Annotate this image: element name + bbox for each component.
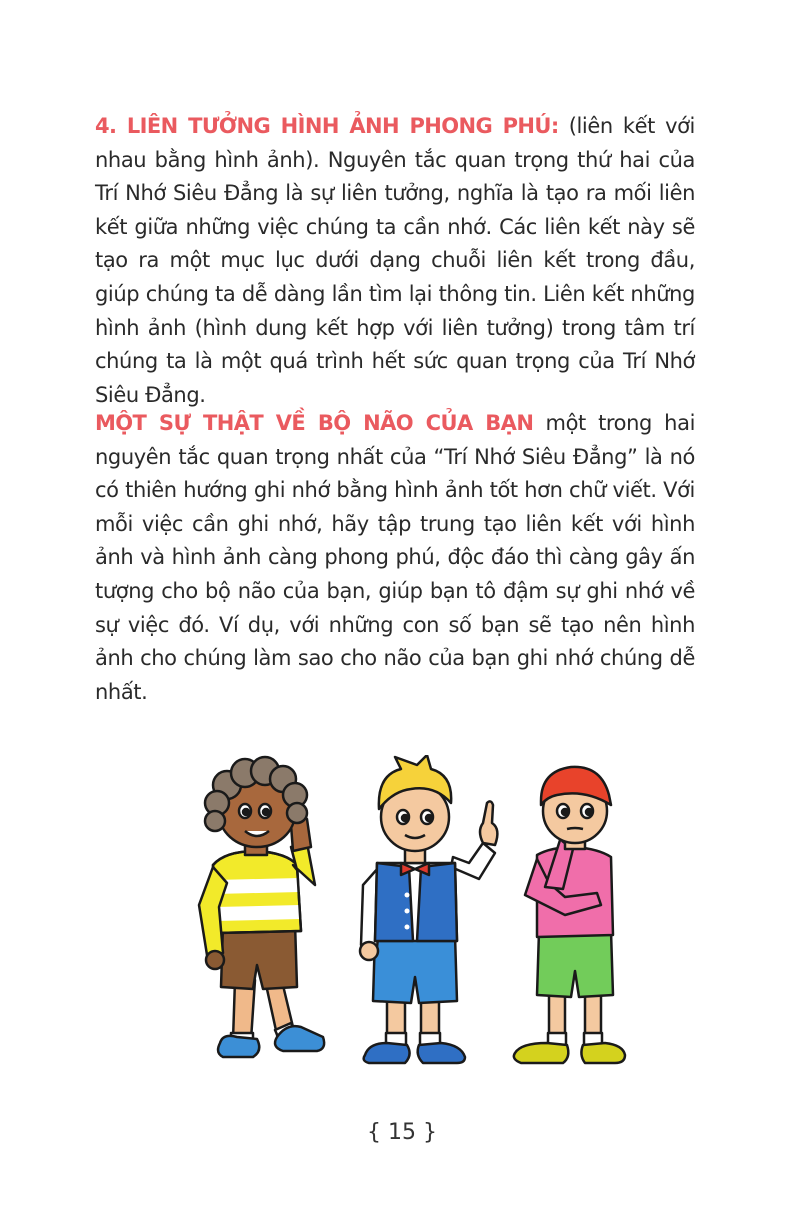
- heading-association: 4. LIÊN TƯỞNG HÌNH ẢNH PHONG PHÚ:: [95, 114, 559, 138]
- paragraph-association-body: (liên kết với nhau bằng hình ảnh). Nguyên tắc quan trọng thứ hai của Trí Nhớ Siêu Đẳng là sự liên tưởng, nghĩa là tạo ra mối liên kết giữa những việc chúng ta cần nhớ. Các liên kết này sẽ tạo ra một mục lục dưới dạng chuỗi liên kết trong đầu, giúp chúng ta dễ dàng lần tìm lại thông tin. Liên kết những hình ảnh (hình dung kết hợp với liên tưởng) trong tâm trí chúng ta là một quá trình hết sức quan trọng của Trí Nhớ Siêu Đẳng.: [95, 114, 695, 407]
- boy-blonde-hair: [360, 755, 497, 1063]
- page-number: { 15 }: [367, 1120, 437, 1145]
- boy-curly-hair: [199, 757, 324, 1057]
- paragraph-association: [95, 110, 695, 412]
- boy-red-hair: [514, 767, 625, 1063]
- heading-brain-fact: MỘT SỰ THẬT VỀ BỘ NÃO CỦA BẠN: [95, 411, 534, 435]
- paragraph-brain-fact-body: một trong hai nguyên tắc quan trọng nhất của “Trí Nhớ Siêu Đẳng” là nó có thiên hướng ghi nhớ bằng hình ảnh tốt hơn chữ viết. Với mỗi việc cần ghi nhớ, hãy tập trung tạo liên kết với hình ảnh và hình ảnh càng phong phú, độc đáo thì càng gây ấn tượng cho bộ não của bạn, giúp bạn tô đậm sự ghi nhớ về sự việc đó. Ví dụ, với những con số bạn sẽ tạo nên hình ảnh cho chúng làm sao cho não của bạn ghi nhớ chúng dễ nhất.: [95, 411, 695, 704]
- three-boys-illustration: [165, 755, 635, 1085]
- paragraph-brain-fact: [95, 407, 695, 709]
